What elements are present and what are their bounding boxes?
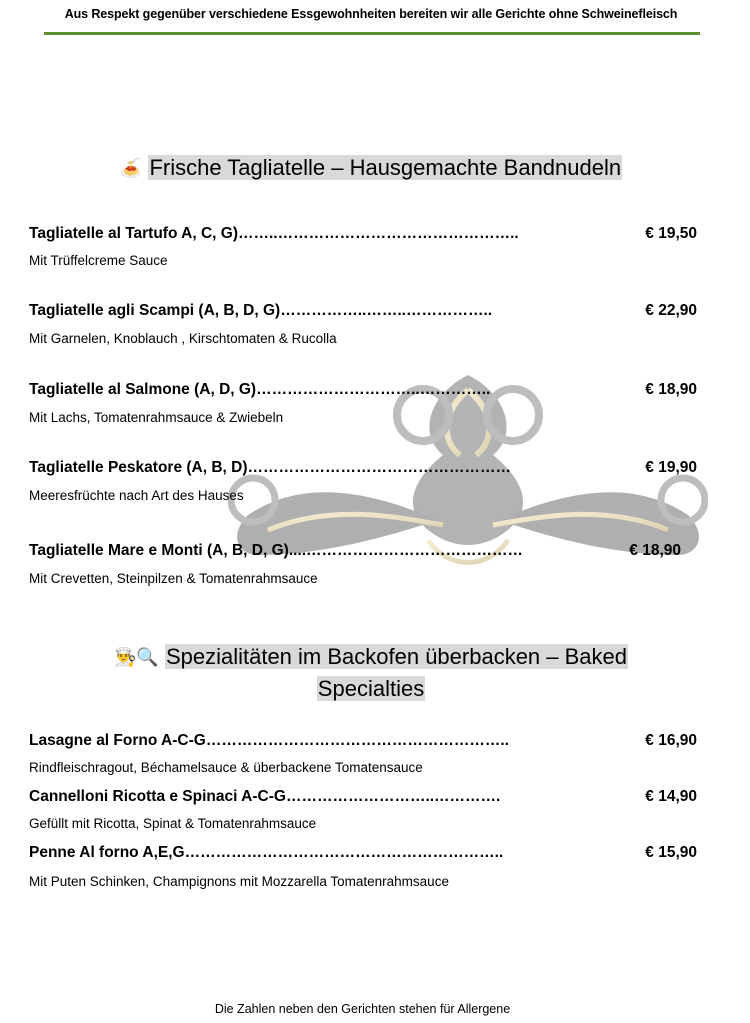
item-description: Gefüllt mit Ricotta, Spinat & Tomatenrahmsauce xyxy=(29,816,317,831)
menu-item xyxy=(29,788,697,806)
dot-leader: …………………………..………….. xyxy=(256,381,491,398)
item-name: Tagliatelle al Tartufo A, C, G) xyxy=(29,225,238,242)
item-name: Tagliatelle Mare e Monti (A, B, D, G) xyxy=(29,542,289,559)
item-description: Meeresfrüchte nach Art des Hauses xyxy=(29,488,244,503)
menu-item xyxy=(29,459,697,477)
item-price: € 19,50 xyxy=(645,225,697,242)
chef-magnifier-icon: 👨‍🍳🔍 xyxy=(113,647,159,667)
pasta-icon: 🍝 xyxy=(119,158,143,178)
item-name: Penne Al forno A,E,G xyxy=(29,844,185,861)
item-description: Mit Puten Schinken, Champignons mit Mozzarella Tomatenrahmsauce xyxy=(29,874,449,889)
item-price: € 19,90 xyxy=(645,459,697,476)
item-name: Tagliatelle Peskatore (A, B, D) xyxy=(29,459,248,476)
header-divider xyxy=(44,32,700,35)
item-name: Tagliatelle al Salmone (A, D, G) xyxy=(29,381,257,398)
item-price: € 15,90 xyxy=(645,844,697,861)
dot-leader: ………………………..…………. xyxy=(285,788,501,805)
menu-item xyxy=(29,542,681,560)
item-description: Mit Crevetten, Steinpilzen & Tomatenrahmsauce xyxy=(29,571,318,586)
menu-item xyxy=(29,381,697,399)
dot-leader: ……..……………………………………….. xyxy=(238,225,519,242)
dot-leader: ....…………………………………… xyxy=(288,542,524,559)
pork-free-notice: Aus Respekt gegenüber verschiedene Essgewohnheiten bereiten wir alle Gerichte ohne Schweinefleisch xyxy=(64,7,678,21)
item-name: Lasagne al Forno A-C-G xyxy=(29,732,206,749)
item-price: € 18,90 xyxy=(645,381,697,398)
menu-item xyxy=(29,302,697,320)
section-title-text-line2: Specialties xyxy=(317,676,425,701)
section-title-text: Frische Tagliatelle – Hausgemachte Bandnudeln xyxy=(149,155,622,180)
item-price: € 14,90 xyxy=(645,788,697,805)
dot-leader: ……………..……..…………….. xyxy=(280,302,493,319)
dot-leader: ………………………………………………….. xyxy=(205,732,509,749)
menu-item xyxy=(29,844,697,862)
dot-leader: …………………………………………………….. xyxy=(184,844,504,861)
section-title-tagliatelle xyxy=(0,152,742,184)
item-price: € 16,90 xyxy=(645,732,697,749)
item-price: € 18,90 xyxy=(629,542,681,559)
section-title-baked-specialties xyxy=(0,641,742,704)
item-description: Mit Lachs, Tomatenrahmsauce & Zwiebeln xyxy=(29,410,284,425)
allergen-footnote: Die Zahlen neben den Gerichten stehen für Allergene xyxy=(214,1002,511,1016)
dot-leader: …………………………………………… xyxy=(247,459,511,476)
menu-item xyxy=(29,732,697,750)
item-name: Cannelloni Ricotta e Spinaci A-C-G xyxy=(29,788,286,805)
item-description: Rindfleischragout, Béchamelsauce & überbackene Tomatensauce xyxy=(29,760,423,775)
item-name: Tagliatelle agli Scampi (A, B, D, G) xyxy=(29,302,281,319)
menu-item xyxy=(29,225,697,243)
section-title-text: Spezialitäten im Backofen überbacken – Baked xyxy=(165,644,628,669)
item-price: € 22,90 xyxy=(645,302,697,319)
item-description: Mit Trüffelcreme Sauce xyxy=(29,253,168,268)
item-description: Mit Garnelen, Knoblauch , Kirschtomaten & Rucolla xyxy=(29,331,337,346)
